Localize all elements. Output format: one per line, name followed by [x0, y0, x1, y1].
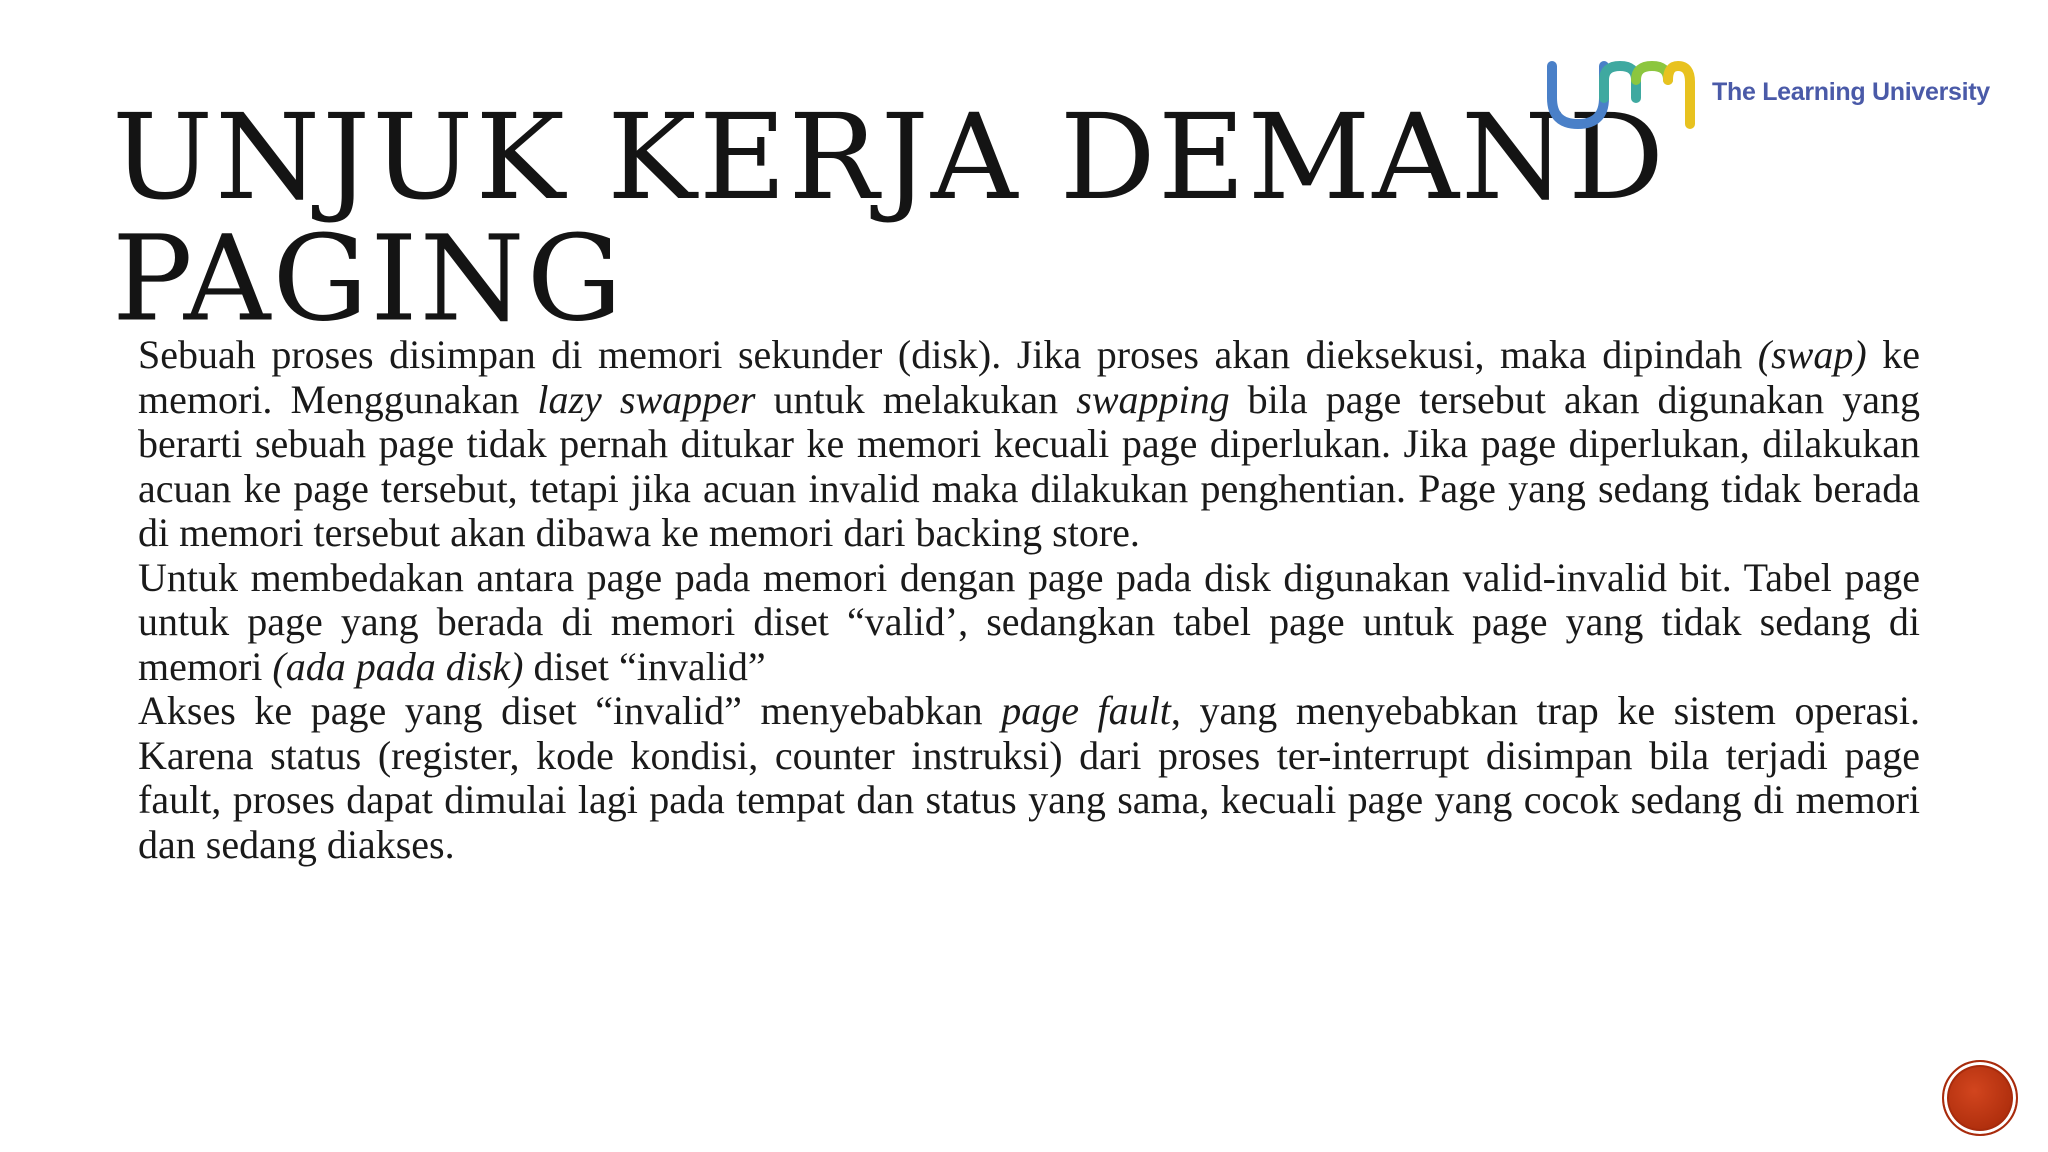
text-run: ke memori. Menggunakan [138, 332, 1920, 422]
italic-term: (ada pada disk) [272, 643, 524, 689]
text-run: untuk melakukan [755, 376, 1077, 422]
body-text [138, 333, 1920, 867]
italic-term: lazy swapper [537, 376, 756, 422]
title-line-1: UNJUK KERJA DEMAND [112, 90, 1667, 227]
text-run: Akses ke page yang diset “invalid” menyebabkan [138, 688, 1002, 733]
italic-term: swapping [1076, 376, 1230, 422]
text-run: , yang menyebabkan trap ke sistem operasi. Karena status (register, kode kondisi, counter instruksi) dari proses ter-interrupt disimpan bila terjadi page fault, proses dapat dimulai lagi pada tempat dan status yang sama, kecuali page yang cocok sedang di memori dan sedang diakses. [138, 688, 1920, 867]
next-slide-button[interactable] [1942, 1060, 2018, 1136]
university-logo [1540, 58, 2000, 132]
body-paragraph-2 [138, 556, 1920, 690]
italic-term: page fault [1001, 688, 1171, 733]
text-run: diset “invalid” [523, 643, 766, 689]
um-logo-icon [1540, 58, 1700, 132]
text-run: Untuk membedakan antara page pada memori dengan page pada disk digunakan valid-invalid bit. Tabel page untuk page yang berada di memori diset “valid’, sedangkan tabel page untuk page yang tidak sedang di memori [138, 554, 1920, 689]
body-paragraph-1 [138, 333, 1920, 556]
logo-tagline: The Learning University [1712, 78, 1990, 106]
text-run: Sebuah proses disimpan di memori sekunder (disk). Jika proses akan dieksekusi, maka dipindah [138, 332, 1758, 377]
italic-term: (swap) [1757, 332, 1867, 377]
title-line-2: PAGING [112, 211, 625, 348]
body-paragraph-3 [138, 689, 1920, 867]
slide-title [112, 90, 1667, 348]
text-run: bila page tersebut akan digunakan yang berarti sebuah page tidak pernah ditukar ke memori kecuali page diperlukan. Jika page diperlukan, dilakukan acuan ke page tersebut, tetapi jika acuan invalid maka dilakukan penghentian. Page yang sedang tidak berada di memori tersebut akan dibawa ke memori dari backing store. [138, 376, 1920, 555]
